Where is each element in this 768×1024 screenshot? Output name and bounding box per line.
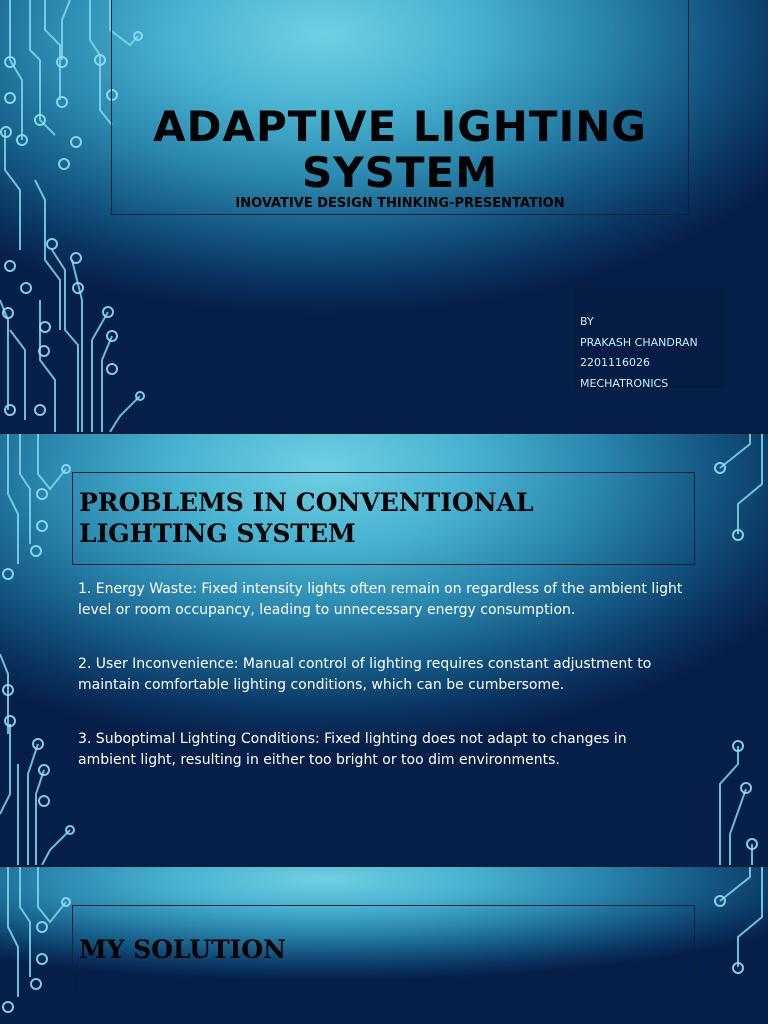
circuit-decoration-icon (0, 867, 80, 1024)
circuit-decoration-icon (0, 434, 80, 865)
presentation-title: ADAPTIVE LIGHTING SYSTEM (153, 102, 647, 197)
problems-heading: PROBLEMS IN CONVENTIONAL LIGHTING SYSTEM (79, 488, 534, 548)
author-by-label: BY (580, 315, 594, 328)
circuit-decoration-icon (700, 434, 768, 865)
solution-heading-box (72, 905, 695, 998)
solution-slide (0, 867, 768, 1024)
author-id: 2201116026 (580, 356, 650, 369)
title-box (111, 0, 689, 215)
solution-heading: MY SOLUTION (79, 935, 286, 964)
problems-slide (0, 434, 768, 865)
presentation-subtitle: INOVATIVE DESIGN THINKING-PRESENTATION (235, 196, 565, 211)
problem-point-energy-waste: 1. Energy Waste: Fixed intensity lights often remain on regardless of the ambient light level or room occupancy, leading to unnecessary energy consumption. (78, 581, 683, 618)
title-slide (0, 0, 768, 432)
problem-point-suboptimal-lighting: 3. Suboptimal Lighting Conditions: Fixed lighting does not adapt to changes in ambient light, resulting in either too bright or too dim environments. (78, 731, 627, 768)
circuit-decoration-icon (700, 867, 768, 1024)
author-department: MECHATRONICS (580, 377, 669, 390)
problem-point-user-inconvenience: 2. User Inconvenience: Manual control of lighting requires constant adjustment to maintain comfortable lighting conditions, which can be cumbersome. (78, 656, 652, 693)
author-box (573, 287, 726, 390)
problems-heading-box (72, 472, 695, 565)
author-name: PRAKASH CHANDRAN (580, 336, 698, 349)
